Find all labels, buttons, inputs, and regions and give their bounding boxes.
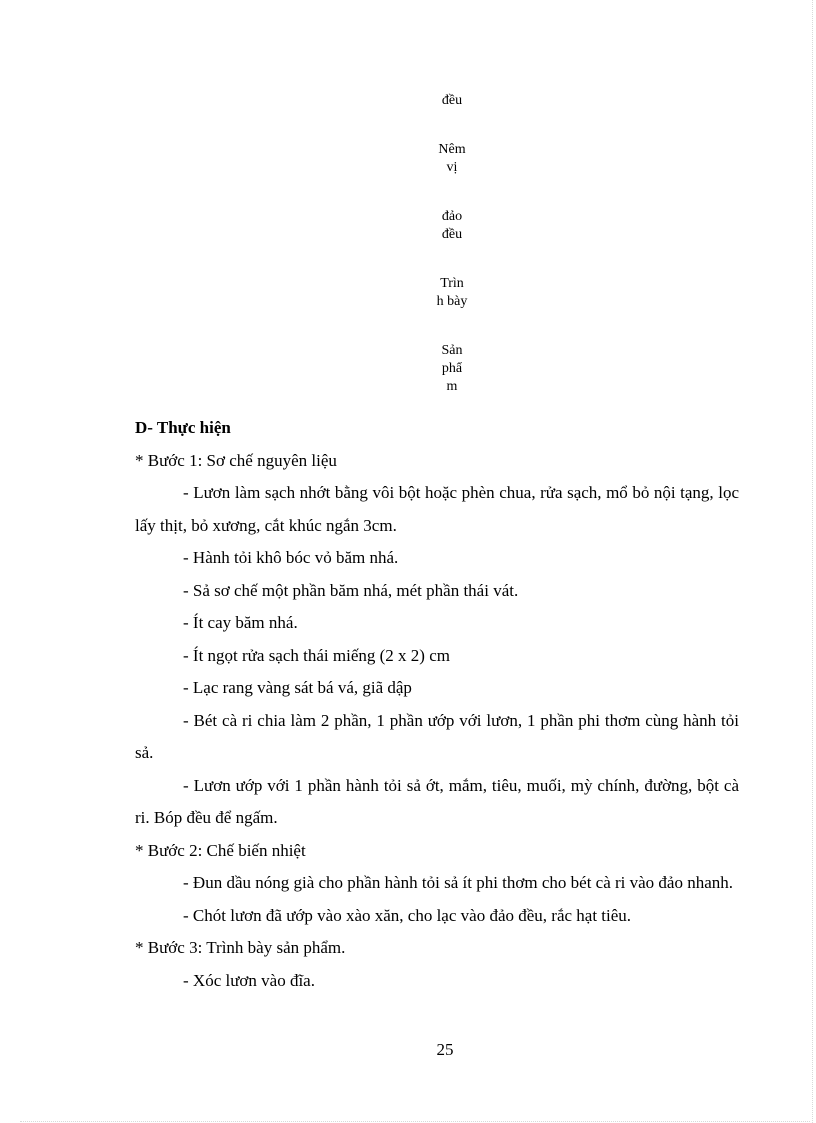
step-title: * Bước 1: Sơ chế nguyên liệu [135, 450, 337, 470]
step-line: - Hành tỏi khô bóc vỏ băm nhá. [183, 548, 399, 567]
flow-step-nem-vi [420, 141, 484, 177]
flow-step-deu [420, 92, 484, 110]
flow-step-text: m [446, 379, 458, 394]
flow-step-san-pham [420, 342, 484, 396]
flow-step-text: Trìn [440, 276, 464, 291]
step-line: - Sả sơ chế một phần băm nhá, mét phần thái vát. [183, 580, 519, 600]
flow-step-text: phẩ [441, 361, 463, 376]
step-title: * Bước 2: Chế biến nhiệt [135, 840, 306, 860]
flow-step-text: đều [441, 93, 463, 108]
page-border [812, 0, 813, 1123]
step-line: - Đun dầu nóng già cho phần hành tỏi sả ít phi thơm cho bét cà ri vào đảo nhanh. [183, 873, 734, 892]
step-line: - Xóc lươn vào đĩa. [183, 970, 315, 990]
flow-step-trinh-bay [420, 275, 484, 311]
step-line: - Chót lươn đã ướp vào xào xăn, cho lạc vào đảo đều, rắc hạt tiêu. [183, 905, 632, 925]
flow-step-text: đảo [441, 209, 463, 224]
flow-step-text: h bày [436, 294, 468, 309]
step-line: - Bét cà ri chia làm 2 phần, 1 phần ướp với lươn, 1 phần phi thơm cùng hành tỏi sả. [135, 710, 739, 762]
page-number: 25 [436, 1040, 454, 1059]
step-title: * Bước 3: Trình bày sản phẩm. [135, 938, 346, 957]
flow-step-dao-deu [420, 208, 484, 244]
step-line: - Ít cay băm nhá. [183, 613, 298, 632]
flow-step-text: Sản [441, 343, 463, 358]
step-line: - Lươn ướp với 1 phần hành tỏi sả ớt, mắm, tiêu, muối, mỳ chính, đường, bột cà ri. Bóp đều để ngấm. [135, 775, 739, 827]
flow-step-text: Nêm [438, 142, 466, 157]
step-line: - Lạc rang vàng sát bá vá, giã dập [183, 678, 412, 697]
flowchart-column [420, 92, 484, 427]
step-line: - Ít ngọt rửa sạch thái miếng (2 x 2) cm [183, 645, 450, 665]
flow-step-text: đều [441, 227, 463, 242]
page-border [20, 1121, 810, 1122]
document-body [135, 412, 739, 997]
section-heading: D- Thực hiện [135, 418, 231, 437]
step-line: - Lươn làm sạch nhớt bằng vôi bột hoặc phèn chua, rửa sạch, mổ bỏ nội tạng, lọc lấy thịt, bỏ xương, cắt khúc ngắn 3cm. [135, 483, 739, 535]
flow-step-text: vị [446, 160, 458, 175]
